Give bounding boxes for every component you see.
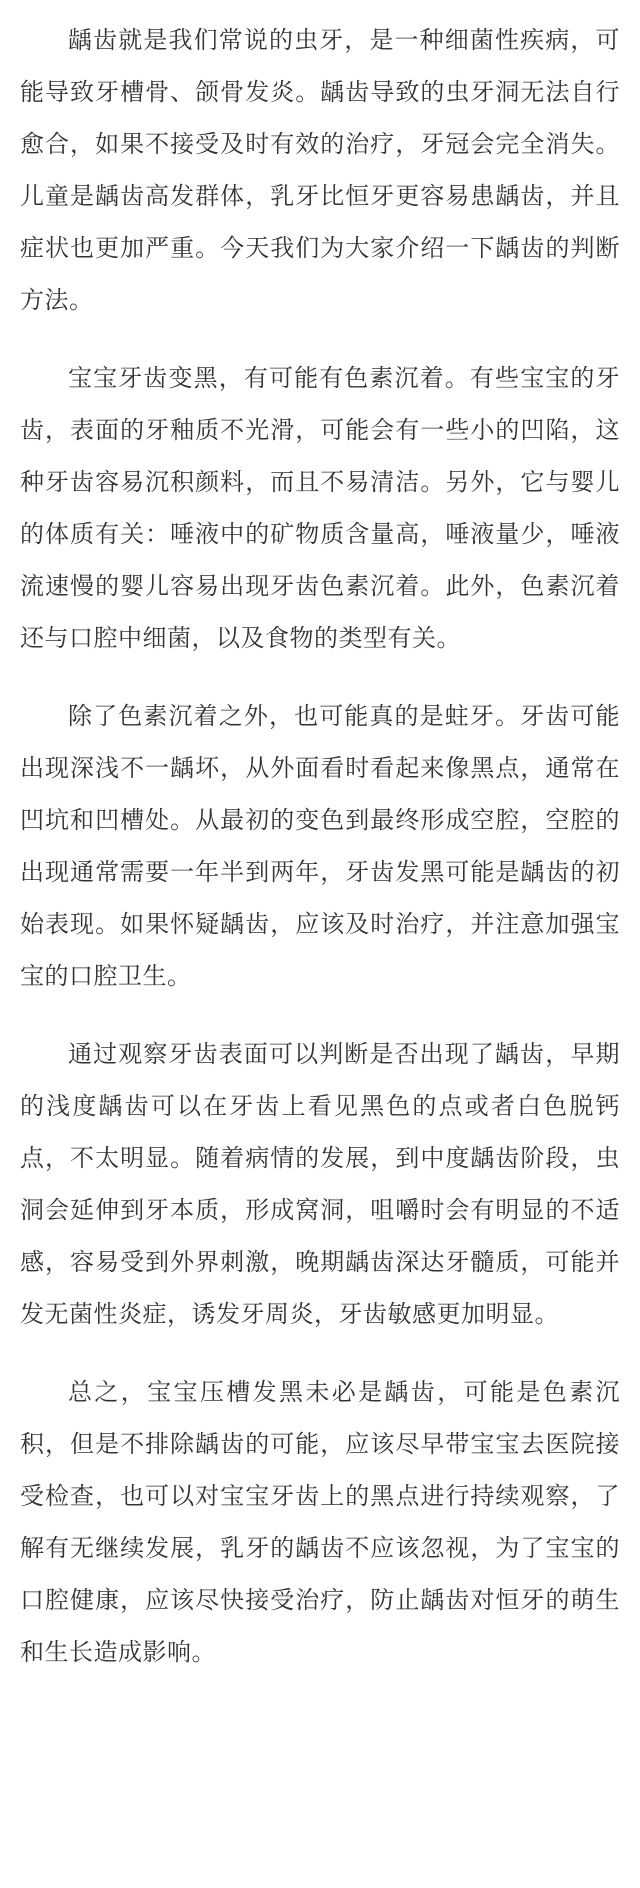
paragraph-caries-definition: 龋齿就是我们常说的虫牙，是一种细菌性疾病，可能导致牙槽骨、颌骨发炎。龋齿导致的虫牙洞无法自行愈合，如果不接受及时有效的治疗，牙冠会完全消失。儿童是龋齿高发群体，乳牙比恒牙更容易患龋齿，并且症状也更加严重。今天我们为大家介绍一下龋齿的判断方法。 bbox=[20, 26, 620, 314]
paragraph-tooth-decay: 除了色素沉着之外，也可能真的是蛀牙。牙齿可能出现深浅不一龋坏，从外面看时看起来像黑点，通常在凹坑和凹槽处。从最初的变色到最终形成空腔，空腔的出现通常需要一年半到两年，牙齿发黑可能是龋齿的初始表现。如果怀疑龋齿，应该及时治疗，并注意加强宝宝的口腔卫生。 bbox=[20, 702, 620, 990]
paragraph-pigmentation: 宝宝牙齿变黑，有可能有色素沉着。有些宝宝的牙齿，表面的牙釉质不光滑，可能会有一些小的凹陷，这种牙齿容易沉积颜料，而且不易清洁。另外，它与婴儿的体质有关：唾液中的矿物质含量高，唾液量少，唾液流速慢的婴儿容易出现牙齿色素沉着。此外，色素沉着还与口腔中细菌，以及食物的类型有关。 bbox=[20, 364, 620, 652]
paragraph-observation: 通过观察牙齿表面可以判断是否出现了龋齿，早期的浅度龋齿可以在牙齿上看见黑色的点或者白色脱钙点，不太明显。随着病情的发展，到中度龋齿阶段，虫洞会延伸到牙本质，形成窝洞，咀嚼时会有明显的不适感，容易受到外界刺激，晚期龋齿深达牙髓质，可能并发无菌性炎症，诱发牙周炎，牙齿敏感更加明显。 bbox=[20, 1040, 620, 1328]
paragraph-conclusion: 总之，宝宝压槽发黑未必是龋齿，可能是色素沉积，但是不排除龋齿的可能，应该尽早带宝宝去医院接受检查，也可以对宝宝牙齿上的黑点进行持续观察，了解有无继续发展，乳牙的龋齿不应该忽视，为了宝宝的口腔健康，应该尽快接受治疗，防止龋齿对恒牙的萌生和生长造成影响。 bbox=[20, 1378, 620, 1666]
